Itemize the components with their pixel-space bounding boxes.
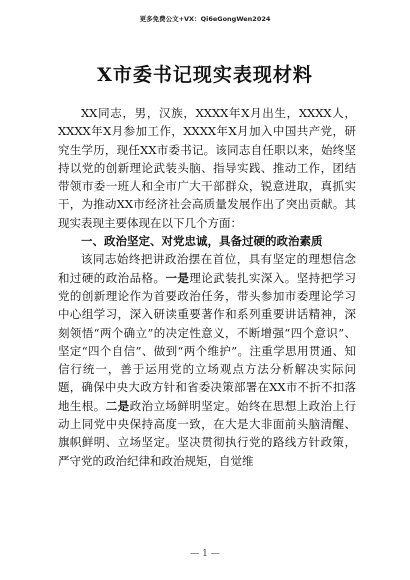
intro-paragraph: XX同志，男，汉族，XXXX年X月出生，XXXX人，XXXX年X月参加工作，XXXX年X月加入中国共产党，研究生学历，现任XX市委书记。该同志自任职以来，始终坚持以党的创新理论武装头脑、指导实践、推动工作，团结带领市委一班人和全市广大干部群众，锐意进取，真抓实干，为推动XX市经济社会高质量发展作出了突出贡献。其现实表现主要体现在以下几个方面： xyxy=(58,106,356,230)
point-one-label: 一是 xyxy=(165,270,190,285)
page-number: — 1 — xyxy=(190,549,220,559)
section-heading: 一、政治坚定、对党忠诚，具备过硬的政治素质 xyxy=(81,234,323,249)
section-intro: 该同志始终把讲政治摆在首位，具有坚定的理想信念和过硬的政治品格。 xyxy=(58,252,356,285)
section-paragraph xyxy=(58,250,356,470)
point-two-label: 二是 xyxy=(105,398,130,413)
point-two-text: 政治立场鲜明坚定。始终在思想上政治上行动上同党中央保持高度一致，在大是大非面前头脑清醒、旗帜鲜明、立场坚定。坚决贯彻执行党的路线方针政策，严守党的政治纪律和政治规矩，自觉维 xyxy=(58,398,356,468)
point-one-text: 理论武装扎实深入。坚持把学习党的创新理论作为首要政治任务，带头参加市委理论学习中心组学习，深入研读重要著作和系列重要讲话精神，深刻领悟“两个确立”的决定性意义，不断增强“四个意识”、坚定“四个自信”、做到“两个维护”。注重学思用贯通、知信行统一，善于运用党的立场观点方法分析解决实际问题，确保中央大政方针和省委决策部署在XX市不折不扣落地生根。 xyxy=(58,270,356,413)
document-title: X市委书记现实表现材料 xyxy=(97,64,313,86)
document-body xyxy=(58,104,356,470)
watermark-text: 更多免费公文+VX：Qi6eGongWen2024 xyxy=(139,15,271,23)
